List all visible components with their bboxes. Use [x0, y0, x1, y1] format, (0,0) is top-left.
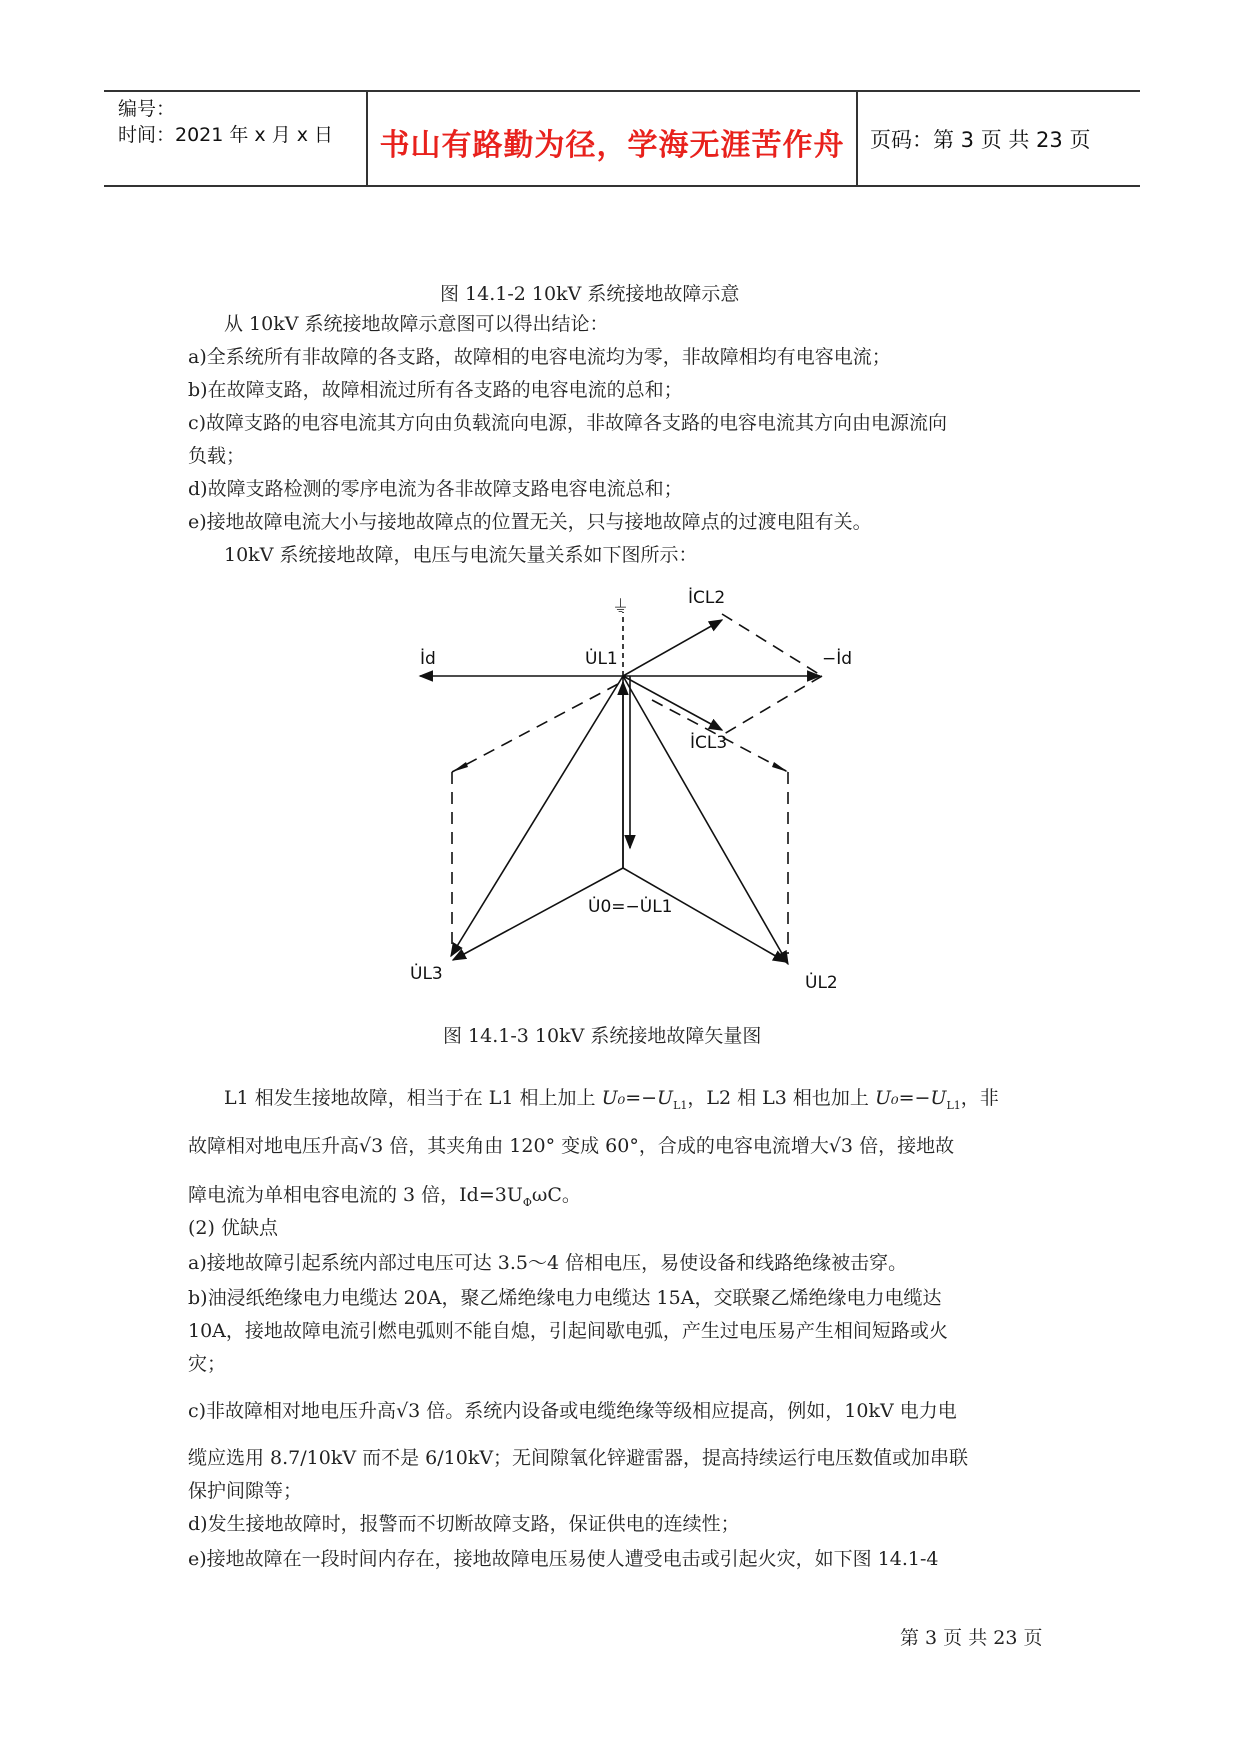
conclusion-c-line2: 负载； — [188, 445, 246, 467]
ul1-label: U̇L1 — [585, 649, 618, 669]
conclusion-e: e)接地故障电流大小与接地故障点的位置无关，只与接地故障点的过渡电阻有关。 — [188, 511, 872, 533]
dash-arrow-right — [772, 762, 788, 772]
minus-id-label: −İd — [822, 649, 853, 669]
conclusion-b: b)在故障支路，故障相流过所有各支路的电容电流的总和； — [188, 379, 683, 401]
pros-cons-c-line3: 保护间隙等； — [188, 1480, 303, 1502]
icl3-label: İCL3 — [690, 733, 728, 753]
pros-cons-a: a)接地故障引起系统内部过电压可达 3.5～4 倍相电压，易使设备和线路绝缘被击穿。 — [188, 1252, 908, 1274]
conclusion-c-line1: c)故障支路的电容电流其方向由负载流向电源，非故障各支路的电容电流其方向由电源流向 — [188, 412, 948, 434]
page-footer: 第 3 页 共 23 页 — [900, 1627, 1043, 1649]
l1-text-a: L1 相发生接地故障，相当于在 L1 相上加上 — [224, 1087, 602, 1109]
sqrt3-symbol: √3 — [359, 1135, 384, 1157]
pros-cons-b-line3: 灾； — [188, 1353, 227, 1375]
conclusion-intro: 从 10kV 系统接地故障示意图可以得出结论： — [224, 313, 609, 335]
u0-equation-2: $U_0=-U_{L1}$ — [874, 1087, 961, 1112]
page-header — [104, 90, 1140, 187]
motto: 书山有路勤为径，学海无涯苦作舟 — [379, 128, 845, 163]
fig2-caption: 图 14.1-2 10kV 系统接地故障示意 — [440, 283, 740, 305]
pros-cons-d: d)发生接地故障时，报警而不切断故障支路，保证供电的连续性； — [188, 1513, 740, 1535]
header-mid-cell — [368, 92, 858, 185]
header-left-cell — [104, 92, 368, 185]
sqrt3-symbol: √3 — [396, 1400, 421, 1422]
u0-equation-1: $U_0=-U_{L1}$ — [601, 1087, 688, 1112]
l1-fault-line1 — [224, 1085, 999, 1119]
vector-intro: 10kV 系统接地故障，电压与电流矢量关系如下图所示： — [224, 544, 698, 566]
dash-left-upper — [452, 684, 618, 772]
header-right-cell — [858, 92, 1140, 185]
u0-label: U̇0=−U̇L1 — [588, 897, 673, 917]
ul3-label: U̇L3 — [410, 964, 443, 984]
pros-cons-heading: (2) 优缺点 — [188, 1217, 278, 1239]
pros-cons-b-line2: 10A，接地故障电流引燃电弧则不能自熄，引起间歇电弧，产生过电压易产生相间短路或火 — [188, 1320, 948, 1342]
icl2-vector — [623, 620, 722, 676]
dash-arrow-left — [452, 762, 468, 772]
pros-cons-e: e)接地故障在一段时间内存在，接地故障电压易使人遭受电击或引起火灾，如下图 14.1-4 — [188, 1548, 939, 1570]
fig3-caption: 图 14.1-3 10kV 系统接地故障矢量图 — [443, 1025, 762, 1047]
ul2-vector — [623, 676, 788, 964]
conclusion-a: a)全系统所有非故障的各支路，故障相的电容电流均为零，非故障相均有电容电流； — [188, 346, 891, 368]
page-info: 页码：第 3 页 共 23 页 — [870, 128, 1091, 152]
pros-cons-c-line1: c)非故障相对地电压升高√3 倍。系统内设备或电缆绝缘等级相应提高，例如，10kV 电力电 — [188, 1400, 957, 1422]
sqrt3-symbol: √3 — [828, 1135, 854, 1157]
dash-icl2-to-minus-id — [722, 614, 822, 676]
number-label: 编号： — [118, 98, 176, 120]
ground-icon: ⏚ — [612, 597, 629, 617]
l1-text-b: ，L2 相 L3 相也加上 — [687, 1087, 875, 1109]
conclusion-d: d)故障支路检测的零序电流为各非故障支路电容电流总和； — [188, 478, 683, 500]
dash-minus-id-to-icl3 — [724, 676, 822, 734]
time-label: 时间：2021 年 x 月 x 日 — [118, 124, 334, 146]
pros-cons-b-line1: b)油浸纸绝缘电力电缆达 20A，聚乙烯绝缘电力电缆达 15A，交联聚乙烯绝缘电力电缆达 — [188, 1287, 942, 1309]
pros-cons-c-line2: 缆应选用 8.7/10kV 而不是 6/10kV；无间隙氧化锌避雷器，提高持续运行电压数值或加串联 — [188, 1447, 969, 1469]
id-label: İd — [420, 649, 436, 669]
vector-diagram — [400, 580, 880, 1000]
l1-fault-line3: 障电流为单相电容电流的 3 倍，$Id=3U_\Phi\omega C$。 — [188, 1184, 581, 1209]
icl2-label: İCL2 — [688, 588, 726, 608]
l1-text-c: ，非 — [960, 1087, 999, 1109]
l1-fault-line2: 故障相对地电压升高√3 倍，其夹角由 120° 变成 60°，合成的电容电流增大√3 倍，接地故 — [188, 1135, 955, 1157]
ul2-label: U̇L2 — [805, 973, 838, 993]
